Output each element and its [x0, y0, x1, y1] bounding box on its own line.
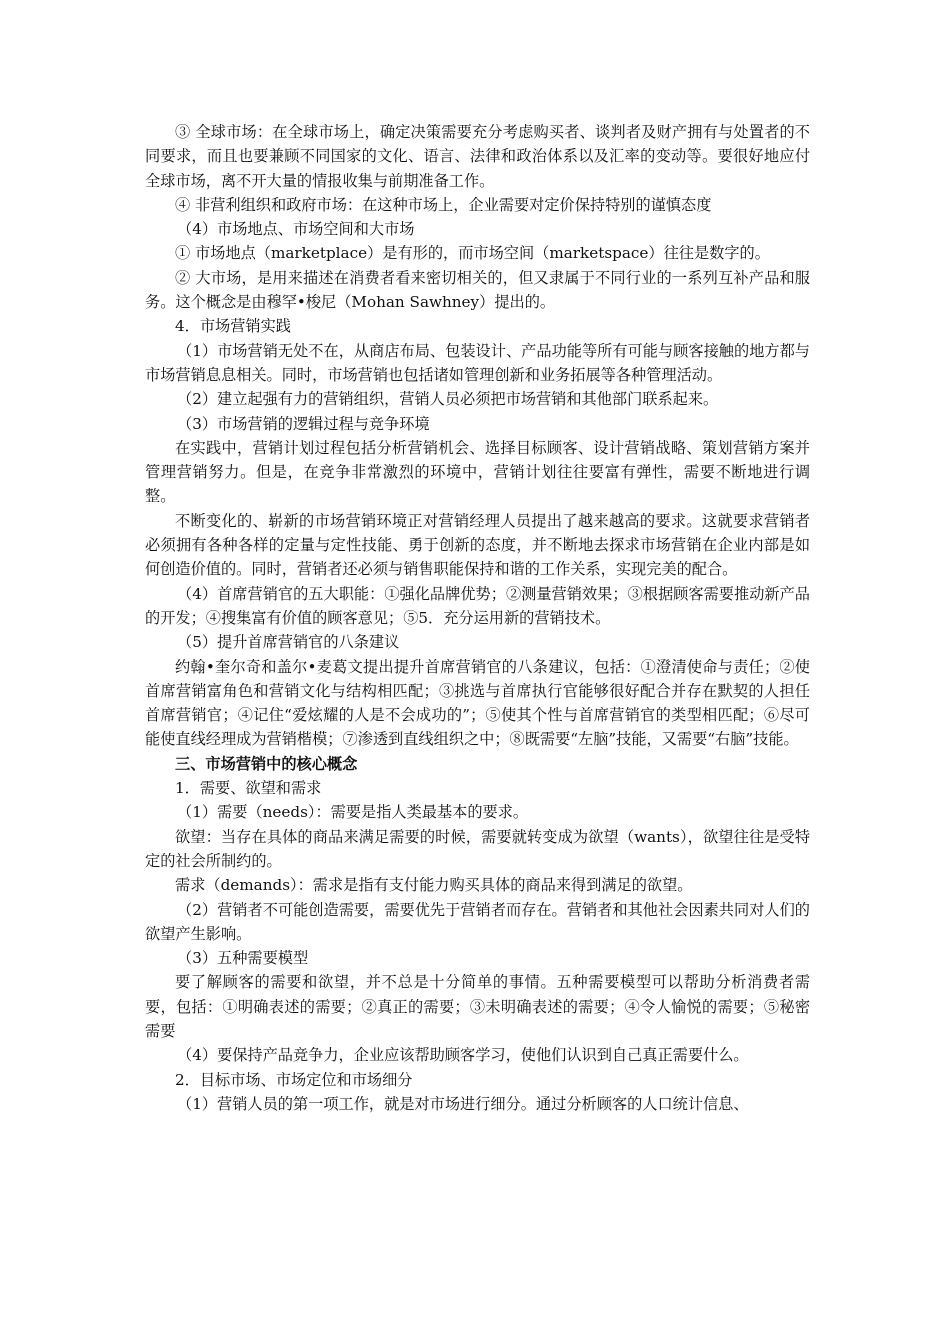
paragraph-wants: 欲望：当存在具体的商品来满足需要的时候，需要就转变成为欲望（wants），欲望往往是受特定的社会所制约的。 [145, 827, 810, 870]
paragraph-practice-2: （2）建立起强有力的营销组织，营销人员必须把市场营销和其他部门联系起来。 [177, 390, 719, 409]
heading-target-market: 2．目标市场、市场定位和市场细分 [175, 1070, 413, 1089]
section-heading-core-concepts: 三、市场营销中的核心概念 [175, 754, 358, 773]
paragraph-planning: 在实践中，营销计划过程包括分析营销机会、选择目标顾客、设计营销战略、策划营销方案并管理营销努力。但是，在竞争非常激烈的环境中，营销计划往往要富有弹性，需要不断地进行调整。 [145, 438, 810, 506]
paragraph-nonprofit-market: ④ 非营利组织和政府市场：在这种市场上，企业需要对定价保持特别的谨慎态度 [175, 195, 712, 214]
paragraph-cmo-functions: （4）首席营销官的五大职能：①强化品牌优势；②测量营销效果；③根据顾客需要推动新产品的开发；④搜集富有价值的顾客意见；⑤5．充分运用新的营销技术。 [145, 584, 810, 627]
subheading-cmo-suggestions: （5）提升首席营销官的八条建议 [177, 633, 400, 652]
subheading-practice-3: （3）市场营销的逻辑过程与竞争环境 [177, 414, 430, 433]
paragraph-needs-2: （2）营销者不可能创造需要，需要优先于营销者而存在。营销者和其他社会因素共同对人们的欲望产生影响。 [145, 900, 810, 943]
paragraph-five-needs: 要了解顾客的需要和欲望，并不总是十分简单的事情。五种需要模型可以帮助分析消费者需要，包括：①明确表述的需要；②真正的需要；③未明确表述的需要；④令人愉悦的需要；⑤秘密需要 [145, 973, 810, 1040]
paragraph-demands: 需求（demands）：需求是指有支付能力购买具体的商品来得到满足的欲望。 [175, 876, 693, 895]
subheading-market-place: （4）市场地点、市场空间和大市场 [177, 220, 415, 239]
paragraph-needs: （1）需要（needs）：需要是指人类最基本的要求。 [177, 803, 529, 822]
paragraph-cmo-suggestions: 约翰•奎尔奇和盖尔•麦葛文提出提升首席营销官的八条建议，包括：①澄清使命与责任；②使首席营销富角色和营销文化与结构相匹配；③挑选与首席执行官能够很好配合并存在默契的人担任首席营销官；④记住“爱炫耀的人是不会成功的”；⑤使其个性与首席营销官的类型相匹配；⑥尽可能使直线经理成为营销楷模；⑦渗透到直线组织之中；⑧既需要“左脑”技能，又需要“右脑”技能。 [145, 657, 810, 749]
heading-needs-wants-demands: 1．需要、欲望和需求 [175, 779, 322, 798]
paragraph-environment: 不断变化的、崭新的市场营销环境正对营销经理人员提出了越来越高的要求。这就要求营销者必须拥有各种各样的定量与定性技能、勇于创新的态度，并不断地去探求市场营销在企业内部是如何创造价值的。同时，营销者还必须与销售职能保持和谐的工作关系，实现完美的配合。 [145, 511, 810, 579]
paragraph-segmentation: （1）营销人员的第一项工作，就是对市场进行细分。通过分析顾客的人口统计信息、 [177, 1094, 749, 1113]
subheading-five-needs: （3）五种需要模型 [177, 949, 309, 968]
document-page [145, 120, 810, 1116]
paragraph-marketplace: ① 市场地点（marketplace）是有形的，而市场空间（marketspace）往往是数字的。 [175, 244, 770, 263]
paragraph-metamarket: ② 大市场，是用来描述在消费者看来密切相关的，但又隶属于不同行业的一系列互补产品和服务。这个概念是由穆罕•梭尼（Mohan Sawhney）提出的。 [145, 268, 810, 312]
paragraph-practice-1: （1）市场营销无处不在，从商店布局、包装设计、产品功能等所有可能与顾客接触的地方都与市场营销息息相关。同时，市场营销也包括诸如管理创新和业务拓展等各种管理活动。 [145, 341, 810, 384]
paragraph-needs-4: （4）要保持产品竞争力，企业应该帮助顾客学习，使他们认识到自己真正需要什么。 [177, 1046, 749, 1065]
paragraph-global-market: ③ 全球市场：在全球市场上，确定决策需要充分考虑购买者、谈判者及财产拥有与处置者的不同要求，而且也要兼顾不同国家的文化、语言、法律和政治体系以及汇率的变动等。要很好地应付全球市场，离不开大量的情报收集与前期准备工作。 [145, 123, 810, 190]
heading-marketing-practice: 4．市场营销实践 [175, 317, 291, 336]
